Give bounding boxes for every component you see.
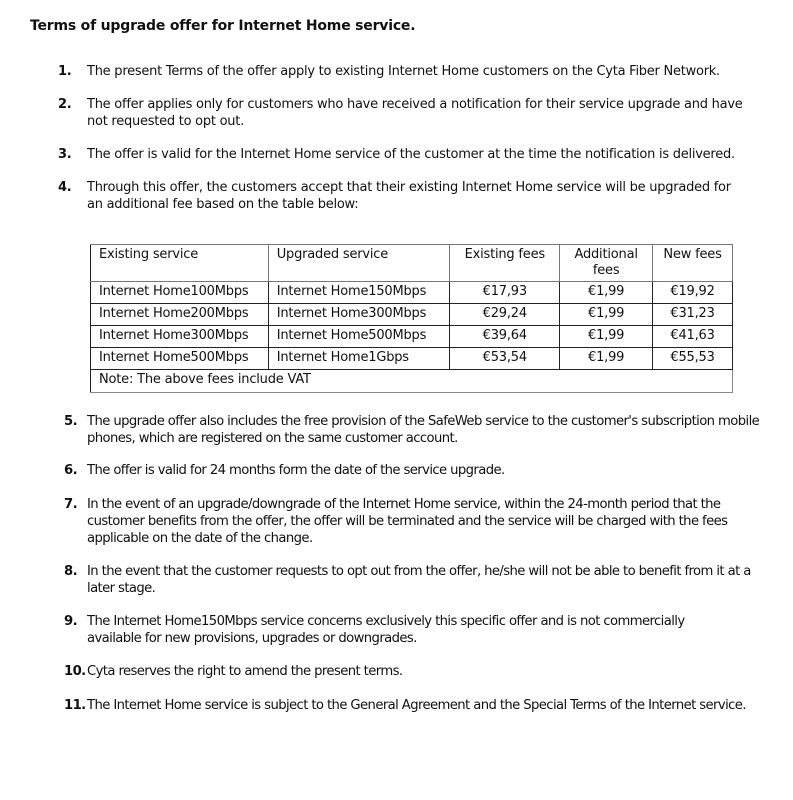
term-text: The present Terms of the offer apply to existing Internet Home customers on the Cyta Fiber Network. [87, 64, 720, 79]
header-existing-fees: Existing fees [450, 245, 560, 282]
cell-existing-fees: €29,24 [450, 304, 560, 326]
table-header-row [91, 245, 733, 282]
header-additional-fees [560, 245, 653, 282]
cell-new-fees: €31,23 [653, 304, 733, 326]
cell-upgraded-service: Internet Home1Gbps [268, 348, 450, 370]
term-item-3 [58, 146, 758, 163]
term-text: The upgrade offer also includes the free provision of the SafeWeb service to the customer's subscription mobile phones, which are registered on the same customer account. [87, 414, 760, 446]
term-number: 5. [64, 414, 77, 429]
header-existing-service: Existing service [91, 245, 269, 282]
term-number: 8. [64, 564, 77, 579]
cell-additional-fees: €1,99 [560, 282, 653, 304]
term-text: In the event of an upgrade/downgrade of the Internet Home service, within the 24-month period that the customer benefits from the offer, the offer will be terminated and the service will be charged with the fees applicable on the date of the change. [87, 497, 728, 546]
table-note-row [91, 370, 733, 393]
cell-upgraded-service: Internet Home300Mbps [268, 304, 450, 326]
table-row [91, 304, 733, 326]
term-text: Cyta reserves the right to amend the present terms. [87, 664, 403, 679]
term-number: 11. [64, 698, 86, 713]
cell-new-fees: €41,63 [653, 326, 733, 348]
term-number: 1. [58, 64, 72, 79]
fees-table [90, 244, 733, 393]
term-item-6 [64, 462, 764, 479]
cell-additional-fees: €1,99 [560, 348, 653, 370]
term-item-9 [64, 613, 764, 647]
term-text: Through this offer, the customers accept that their existing Internet Home service will be upgraded for an additional fee based on the table below: [87, 180, 731, 212]
term-item-4 [58, 179, 758, 213]
term-item-1 [58, 63, 758, 80]
table-row [91, 282, 733, 304]
term-number: 3. [58, 147, 72, 162]
header-new-fees: New fees [653, 245, 733, 282]
cell-existing-fees: €39,64 [450, 326, 560, 348]
cell-existing-service: Internet Home200Mbps [91, 304, 269, 326]
cell-additional-fees: €1,99 [560, 326, 653, 348]
cell-new-fees: €55,53 [653, 348, 733, 370]
term-number: 4. [58, 180, 72, 195]
cell-new-fees: €19,92 [653, 282, 733, 304]
term-item-7 [64, 496, 764, 547]
term-number: 10. [64, 664, 86, 679]
term-item-5 [64, 413, 764, 447]
cell-existing-service: Internet Home100Mbps [91, 282, 269, 304]
cell-existing-fees: €17,93 [450, 282, 560, 304]
term-text: The Internet Home150Mbps service concerns exclusively this specific offer and is not commercially available for new provisions, upgrades or downgrades. [87, 614, 685, 646]
term-item-10 [64, 663, 764, 680]
table-row [91, 348, 733, 370]
term-item-2 [58, 96, 758, 130]
header-upgraded-service: Upgraded service [268, 245, 450, 282]
cell-upgraded-service: Internet Home500Mbps [268, 326, 450, 348]
cell-existing-service: Internet Home500Mbps [91, 348, 269, 370]
term-number: 9. [64, 614, 77, 629]
cell-existing-service: Internet Home300Mbps [91, 326, 269, 348]
term-text: The offer is valid for the Internet Home service of the customer at the time the notification is delivered. [87, 147, 735, 162]
term-text: In the event that the customer requests to opt out from the offer, he/she will not be able to benefit from it at a later stage. [87, 564, 751, 596]
table-row [91, 326, 733, 348]
term-item-8 [64, 563, 764, 597]
document-title: Terms of upgrade offer for Internet Home service. [30, 18, 416, 34]
term-text: The Internet Home service is subject to the General Agreement and the Special Terms of the Internet service. [87, 698, 746, 713]
table-note: Note: The above fees include VAT [91, 370, 733, 393]
term-number: 7. [64, 497, 77, 512]
term-number: 6. [64, 463, 77, 478]
term-text: The offer applies only for customers who have received a notification for their service upgrade and have not requested to opt out. [87, 97, 743, 129]
cell-upgraded-service: Internet Home150Mbps [268, 282, 450, 304]
term-text: The offer is valid for 24 months form the date of the service upgrade. [87, 463, 505, 478]
term-item-11 [64, 697, 764, 714]
cell-existing-fees: €53,54 [450, 348, 560, 370]
cell-additional-fees: €1,99 [560, 304, 653, 326]
header-additional-fees-label: Additional fees [574, 247, 638, 278]
term-number: 2. [58, 97, 72, 112]
